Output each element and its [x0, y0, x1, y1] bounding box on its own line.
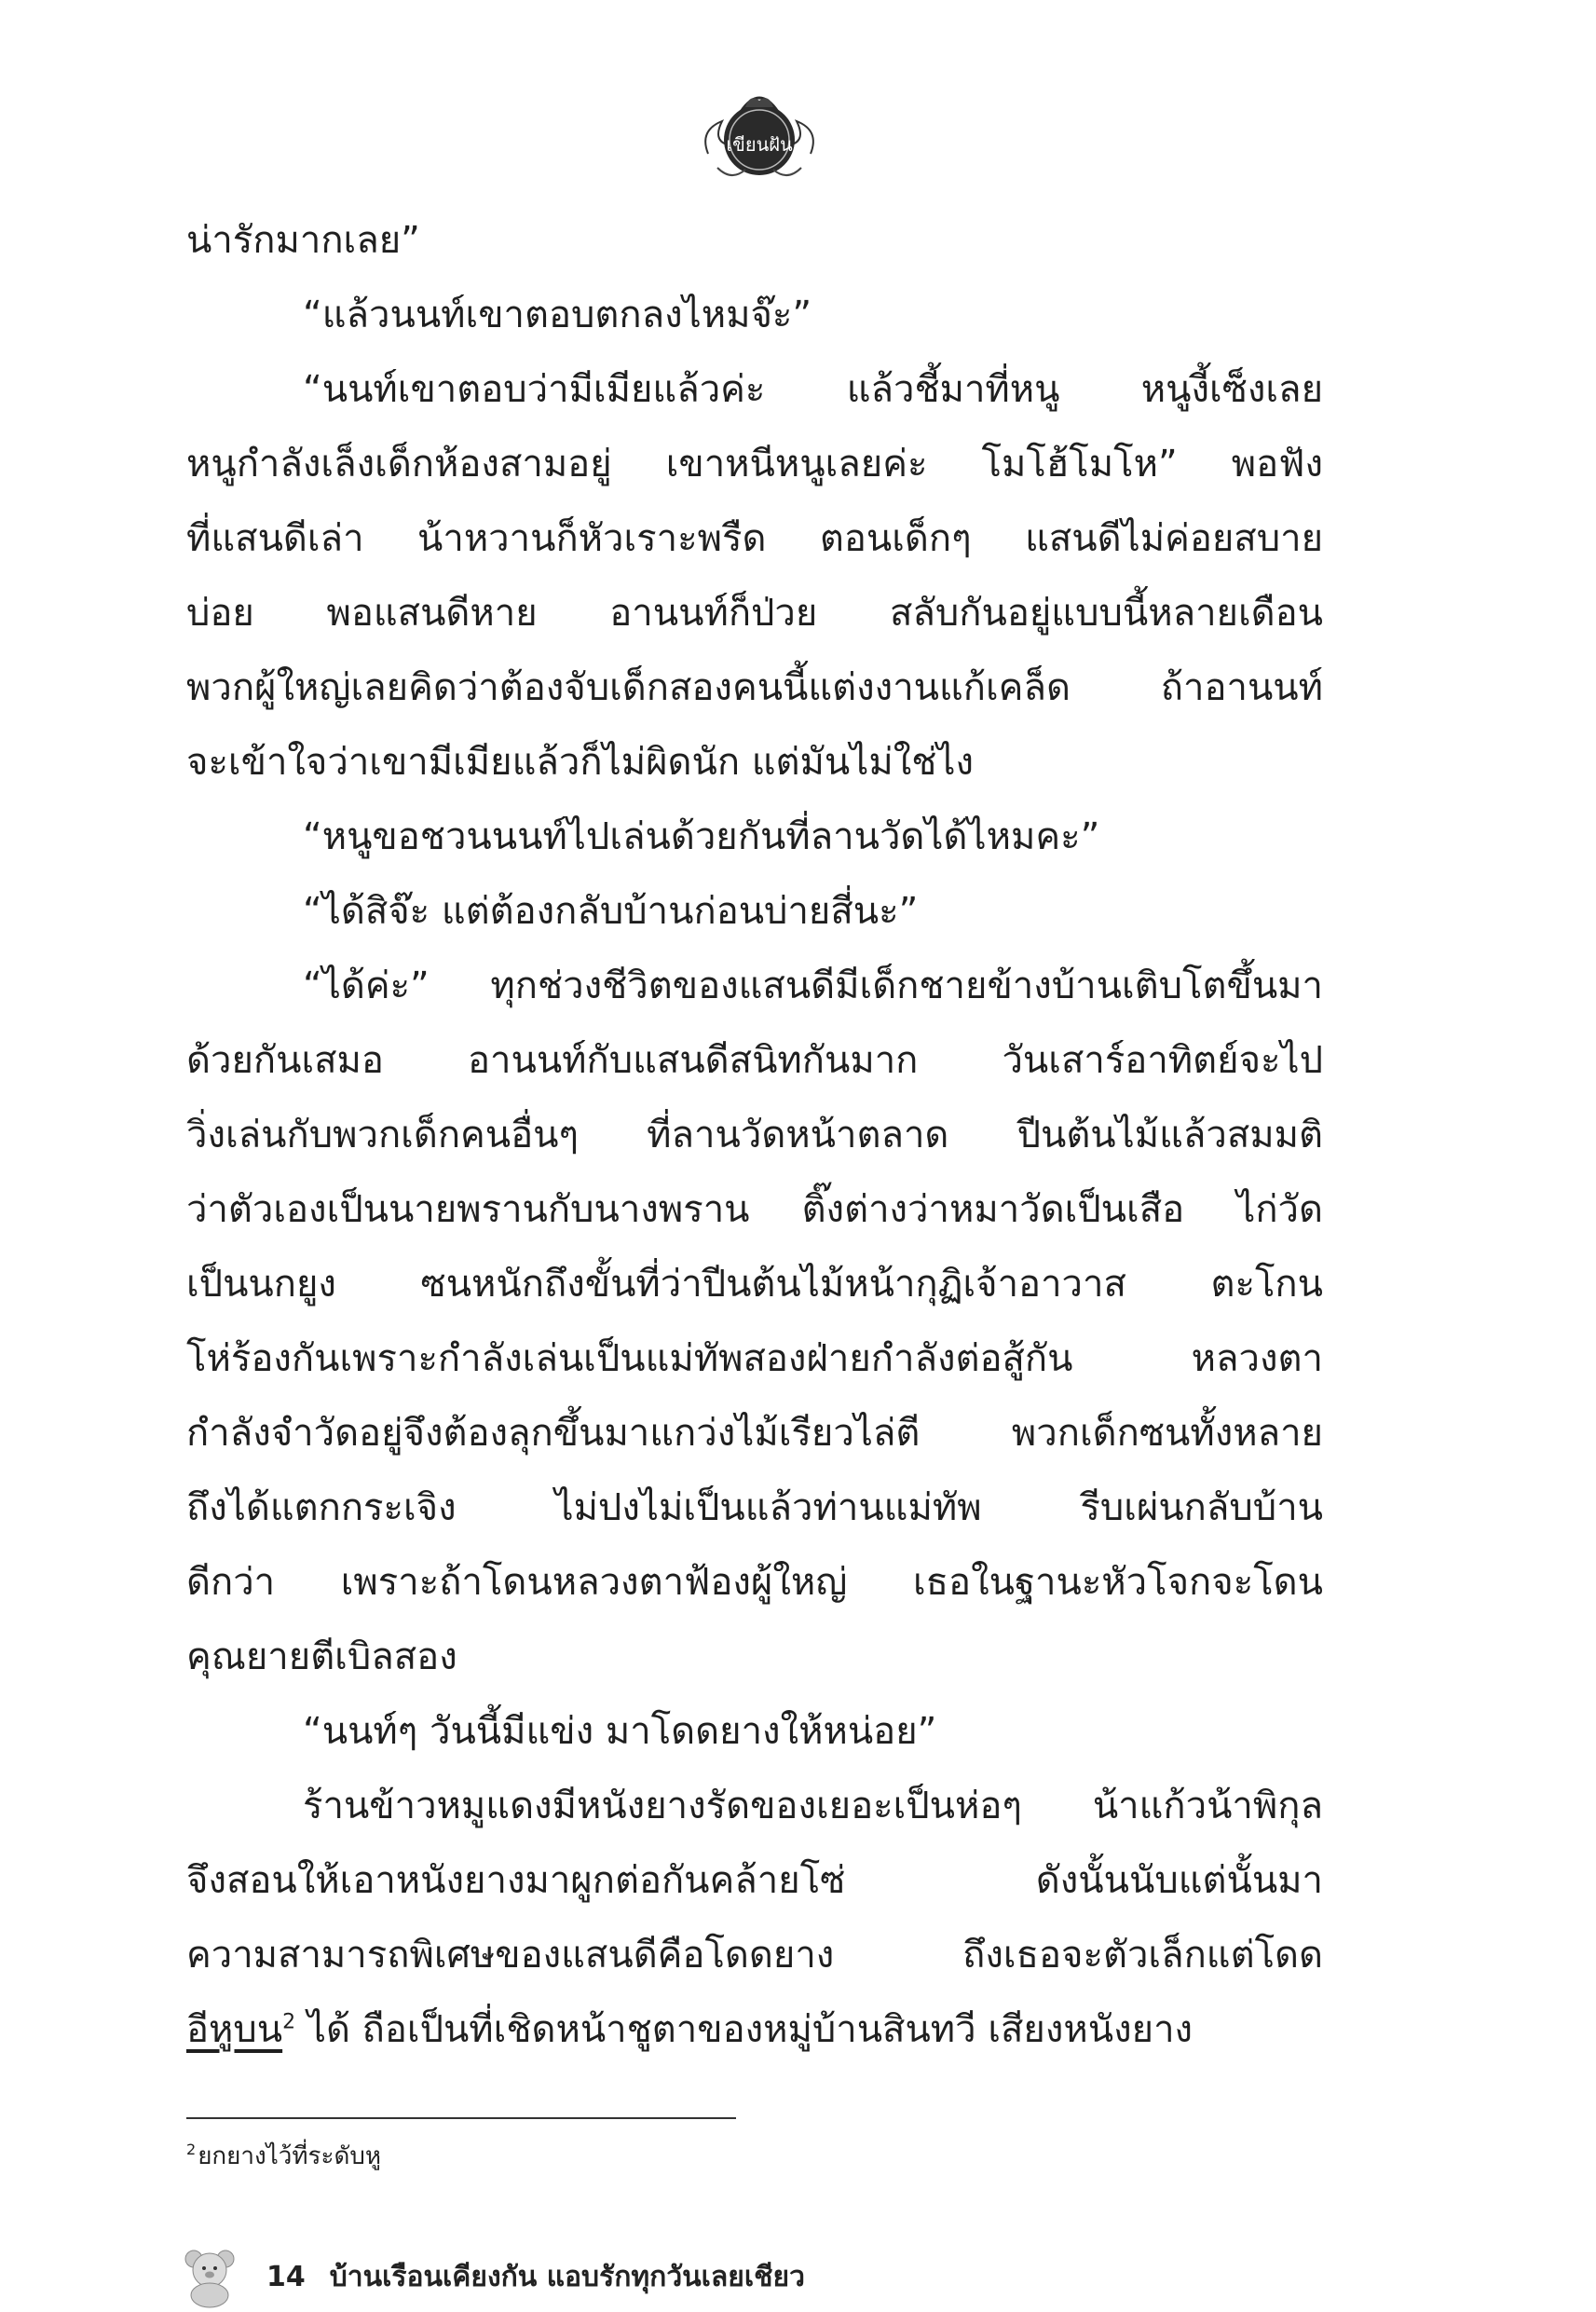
- teddy-bear-icon: [177, 2244, 242, 2309]
- text-line: บ่อย พอแสนดีหาย อานนท์ก็ป่วย สลับกันอยู่แบบนี้หลายเดือน: [186, 592, 1323, 635]
- text-line: โห่ร้องกันเพราะกำลังเล่นเป็นแม่ทัพสองฝ่ายกำลังต่อสู้กัน หลวงตา: [186, 1337, 1323, 1380]
- text-line: “ได้ค่ะ” ทุกช่วงชีวิตของแสนดีมีเด็กชายข้างบ้านเติบโตขึ้นมา: [303, 964, 1323, 1007]
- svg-text:เขียนฝัน: เขียนฝัน: [726, 133, 793, 156]
- header-logo: [689, 65, 829, 196]
- text-line: ด้วยกันเสมอ อานนท์กับแสนดีสนิทกันมาก วันเสาร์อาทิตย์จะไป: [186, 1039, 1323, 1082]
- footnote-divider: [186, 2117, 736, 2119]
- footnote-ref[interactable]: 2: [282, 2010, 296, 2034]
- text-line: ร้านข้าวหมูแดงมีหนังยางรัดของเยอะเป็นห่อๆ น้าแก้วน้าพิกุล: [303, 1785, 1323, 1827]
- footnote-term: อีหูบน: [186, 2008, 283, 2051]
- text-line: ที่แสนดีเล่า น้าหวานก็หัวเราะพรืด ตอนเด็กๆ แสนดีไม่ค่อยสบาย: [186, 517, 1323, 560]
- text-line: “แล้วนนท์เขาตอบตกลงไหมจ๊ะ”: [303, 294, 812, 336]
- text-line: ความสามารถพิเศษของแสนดีคือโดดยาง ถึงเธอจะตัวเล็กแต่โดด: [186, 1934, 1323, 1977]
- text-line: วิ่งเล่นกับพวกเด็กคนอื่นๆ ที่ลานวัดหน้าตลาด ปีนต้นไม้แล้วสมมติ: [186, 1114, 1323, 1156]
- text-line: กำลังจำวัดอยู่จึงต้องลุกขึ้นมาแกว่งไม้เรียวไล่ตี พวกเด็กซนทั้งหลาย: [186, 1412, 1323, 1455]
- footnote-text: ยกยางไว้ที่ระดับหู: [198, 2142, 381, 2170]
- footnote-mark: 2: [186, 2141, 197, 2159]
- text-line: จะเข้าใจว่าเขามีเมียแล้วก็ไม่ผิดนัก แต่มันไม่ใช่ไง: [186, 741, 975, 784]
- page-number: 14: [266, 2260, 306, 2293]
- page-footer: [177, 2241, 805, 2312]
- text-line: “นนท์ๆ วันนี้มีแข่ง มาโดดยางให้หน่อย”: [303, 1710, 937, 1753]
- footnote: [186, 2138, 381, 2175]
- book-title: บ้านเรือนเคียงกัน แอบรักทุกวันเลยเชียว: [329, 2260, 805, 2293]
- text-line-with-footnote: [186, 1992, 1323, 2067]
- text-line: “นนท์เขาตอบว่ามีเมียแล้วค่ะ แล้วชี้มาที่หนู หนูงี้เซ็งเลย: [303, 368, 1323, 411]
- text-line: หนูกำลังเล็งเด็กห้องสามอยู่ เขาหนีหนูเลยค่ะ โมโฮ้โมโห” พอฟัง: [186, 443, 1323, 486]
- text-line: จึงสอนให้เอาหนังยางมาผูกต่อกันคล้ายโซ่ ดังนั้นนับแต่นั้นมา: [186, 1859, 1323, 1902]
- text-fragment: ได้ ถือเป็นที่เชิดหน้าชูตาของหมู่บ้านสินทวี เสียงหนังยาง: [295, 2008, 1194, 2051]
- text-line: ว่าตัวเองเป็นนายพรานกับนางพราน ติ๊งต่างว่าหมาวัดเป็นเสือ ไก่วัด: [186, 1188, 1323, 1231]
- text-line: พวกผู้ใหญ่เลยคิดว่าต้องจับเด็กสองคนนี้แต่งงานแก้เคล็ด ถ้าอานนท์: [186, 666, 1323, 709]
- text-line: ถึงได้แตกกระเจิง ไม่ปงไม่เป็นแล้วท่านแม่ทัพ รีบเผ่นกลับบ้าน: [186, 1486, 1323, 1529]
- text-line: ดีกว่า เพราะถ้าโดนหลวงตาฟ้องผู้ใหญ่ เธอในฐานะหัวโจกจะโดน: [186, 1561, 1323, 1604]
- text-line: “ได้สิจ๊ะ แต่ต้องกลับบ้านก่อนบ่ายสี่นะ”: [303, 890, 919, 933]
- body-text: [186, 203, 1323, 2067]
- text-line: “หนูขอชวนนนท์ไปเล่นด้วยกันที่ลานวัดได้ไหมคะ”: [303, 815, 1100, 858]
- text-line: น่ารักมากเลย”: [186, 219, 420, 262]
- text-line: เป็นนกยูง ซนหนักถึงขั้นที่ว่าปีนต้นไม้หน้ากุฏิเจ้าอาวาส ตะโกน: [186, 1263, 1323, 1306]
- text-line: คุณยายตีเบิลสอง: [186, 1635, 457, 1678]
